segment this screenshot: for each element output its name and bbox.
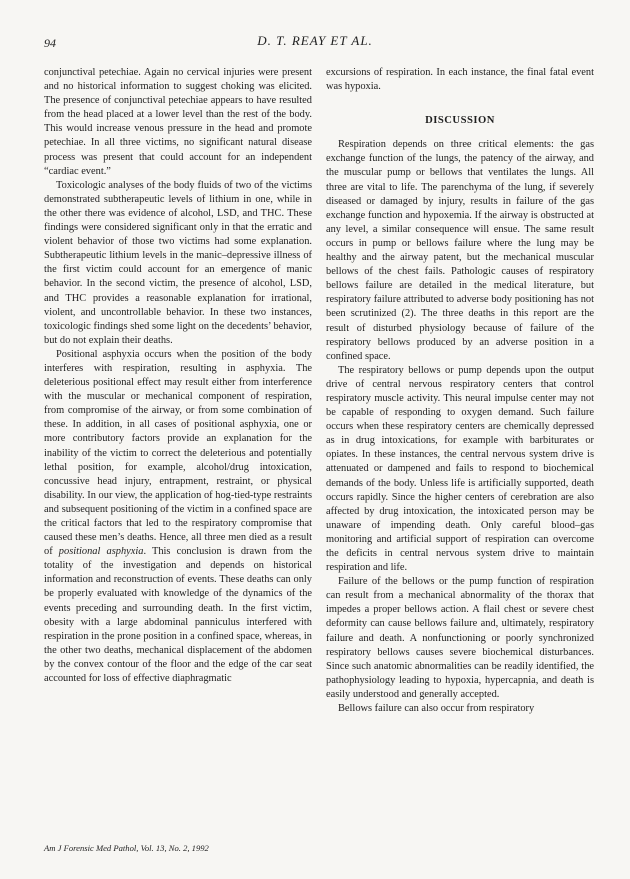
paragraph-text: . This conclusion is drawn from the totality of the investigation and depends on historical information and reconstruction of events. These deaths can only be properly evaluated with knowledge of the dynamics of the events preceding and surrounding death. In the first victim, obesity with a large abdominal panniculus interfered with respiration in the prone position in a confined space, whereas, in the other two deaths, mechanical displacement of the abdomen by the convex contour of the floor and the edge of the car seat accounted for loss of effective diaphragmatic: [44, 546, 312, 685]
emphasis-term: positional asphyxia: [58, 546, 144, 558]
paragraph-text: Positional asphyxia occurs when the position of the body interferes with respiration, resulting in asphyxia. The deleterious positional effect may result either from interference with the muscular or mechanical component of respiration, from compromise of the airway, or from some combination of these. In addition, in all cases of positional asphyxia, one or more contributory factors provide an explanation for the inability of the victim to correct the deleterious and potentially lethal position, for example, alcohol/drug intoxication, concussive head injury, entrapment, restraint, or physical disability. In our view, the application of hog-tied-type restraints and subsequent positioning of the victim in a confined space are the critical factors that led to the respiratory compromise that caused these men’s deaths. Hence, all three men died as a result of: [44, 348, 312, 558]
running-head: D. T. REAY ET AL.: [257, 33, 373, 48]
paragraph: The respiratory bellows or pump depends upon the output drive of central nervous respiratory centers that control respiratory muscle activity. This neural impulse center may not be capable of responding to oxygen demand. Such failure occurs when these respiratory centers are chemically depressed as in drug intoxications, for example with barbiturates or opiates. In these instances, the central nervous system drive is attenuated or dampened and fails to respond to biochemical demands of the body. Unless life is artificially supported, death occurs rapidly. Since the higher centers of cerebration are also affected by drug intoxication, the intoxicated person may be unaware of impending death. Only careful blood–gas monitoring and artificial support of respiration can overcome the deficits in central nervous system drive to maintain respiration and life.: [326, 364, 594, 574]
section-heading: DISCUSSION: [425, 115, 495, 127]
paragraph: conjunctival petechiae. Again no cervical injuries were present and no historical information to suggest choking was elicited. The presence of conjunctival petechiae appears to have resulted from the head placed at a lower level than the rest of the body. This would increase venous pressure in the head and promote petechiae. In all three victims, no significant natural disease process was present that could account for an independent “cardiac event.”: [44, 67, 312, 177]
page-number: 94: [44, 36, 56, 50]
journal-citation: Am J Forensic Med Pathol, Vol. 13, No. 2, 1992: [44, 843, 209, 853]
paragraph: Toxicologic analyses of the body fluids of two of the victims demonstrated subtherapeutic levels of lithium in one, while in the other there was evidence of alcohol, LSD, and THC. These findings were considered significant only in that the erratic and violent behavior of those two victims had some explanation. Subtherapeutic lithium levels in the manic–depressive illness of the first victim could account for an emergence of manic behavior. In the second victim, the presence of alcohol, LSD, and THC provides a reasonable explanation for irrational, violent, and uncontrollable behavior. In these two instances, toxicologic findings shed some light on the decedents’ behavior, but do not explain their deaths.: [44, 179, 312, 346]
paragraph: Respiration depends on three critical elements: the gas exchange function of the lungs, the patency of the airway, and the muscular pump or bellows that ventilates the lungs. All three are vital to life. The parenchyma of the lung, if severely diseased or damaged by injury, results in failure of the gas exchange function and hypoxemia. If the airway is obstructed at any level, a similar consequence will ensue. The same result occurs in pump or bellows failure where the lung may be healthy and the airway patent, but the mechanical muscular bellows of the chest fails. Pathologic causes of respiratory bellows failure are detailed in the medical literature, but respiratory failure attributed to adverse body positioning has not been scrutinized (2). The three deaths in this report are the result of disturbed physiology because of failure of the respiratory bellows produced by an adverse position in a confined space.: [326, 139, 594, 362]
paragraph: excursions of respiration. In each instance, the final fatal event was hypoxia.: [326, 67, 594, 93]
paragraph: Bellows failure can also occur from respiratory: [338, 703, 535, 715]
paragraph: [44, 348, 312, 686]
paragraph: Failure of the bellows or the pump function of respiration can result from a mechanical abnormality of the thorax that impedes a proper bellows action. A flail chest or severe chest deformity can cause bellows failure and, ultimately, respiratory failure and death. A nonfunctioning or poorly synchronized respiratory bellows causes severe biochemical disturbances. Since such anatomic abnormalities can be readily identified, the pathophysiology leading to hypoxia, hypercapnia, and death is easily understood and generally accepted.: [326, 576, 594, 700]
right-column: [326, 66, 594, 716]
left-column: [44, 66, 312, 686]
